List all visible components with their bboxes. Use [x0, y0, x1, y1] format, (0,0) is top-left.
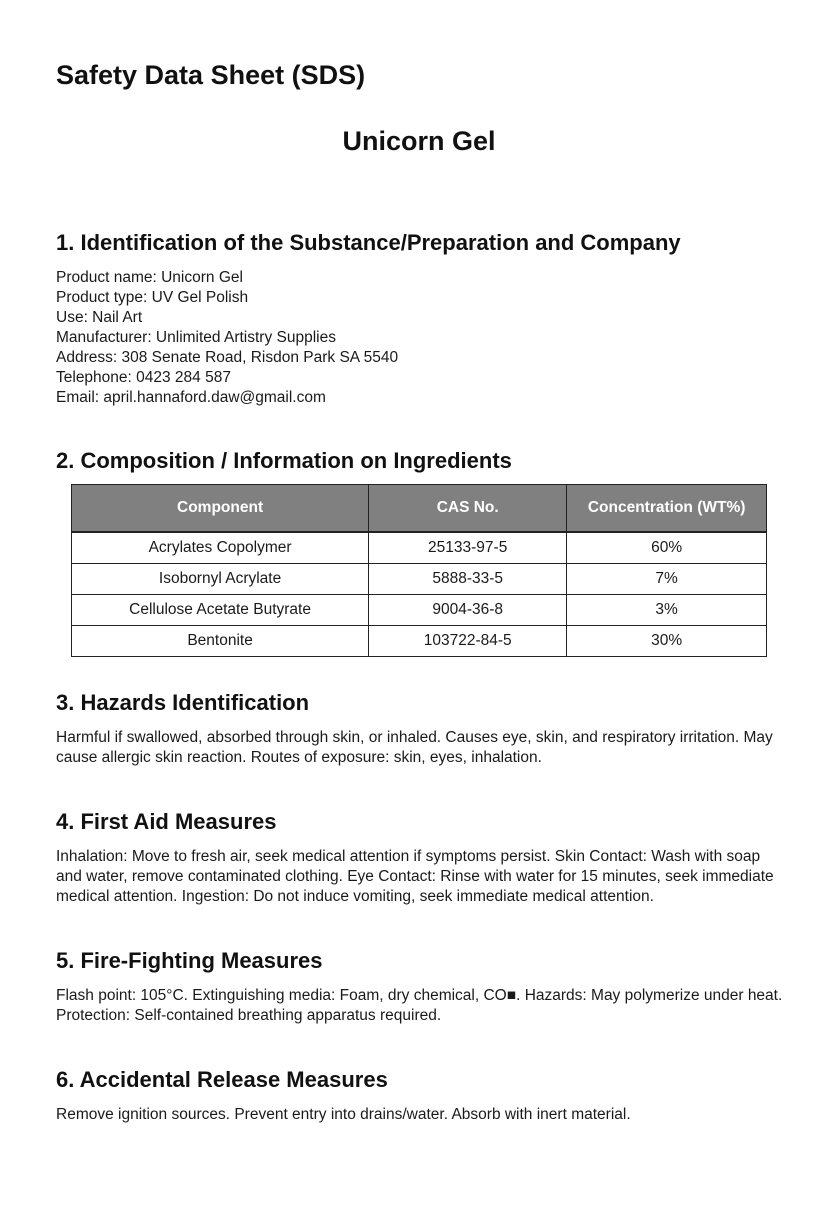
concentration-cell: 3% [567, 595, 767, 626]
concentration-cell: 7% [567, 564, 767, 595]
cas-cell: 9004-36-8 [369, 595, 567, 626]
column-header-concentration: Concentration (WT%) [567, 485, 767, 532]
hazards-text: Harmful if swallowed, absorbed through skin, or inhaled. Causes eye, skin, and respiratory irritation. May cause allergic skin reaction. Routes of exposure: skin, eyes, inhalation. [56, 729, 773, 766]
section-composition [56, 448, 786, 486]
component-cell: Isobornyl Acrylate [72, 564, 369, 595]
composition-table [71, 484, 767, 657]
section-hazards [56, 690, 786, 768]
section-first-aid [56, 809, 786, 907]
column-header-component: Component [72, 485, 369, 532]
component-cell: Acrylates Copolymer [72, 533, 369, 564]
section-heading: 6. Accidental Release Measures [56, 1067, 388, 1092]
section-accidental-release [56, 1067, 786, 1125]
telephone-line: Telephone: 0423 284 587 [56, 369, 231, 386]
first-aid-text: Inhalation: Move to fresh air, seek medical attention if symptoms persist. Skin Contact: Wash with soap and water, remove contaminated clothing. Eye Contact: Rinse with water for 15 minutes, seek immediate medical attention. Ingestion: Do not induce vomiting, seek immediate medical attention. [56, 848, 774, 905]
address-line: Address: 308 Senate Road, Risdon Park SA 5540 [56, 349, 399, 366]
table-row [72, 595, 767, 626]
section-identification [56, 230, 786, 408]
section-heading: 1. Identification of the Substance/Preparation and Company [56, 230, 681, 255]
section-heading: 3. Hazards Identification [56, 690, 310, 715]
section-heading: 5. Fire-Fighting Measures [56, 948, 323, 973]
cas-cell: 103722-84-5 [369, 626, 567, 657]
concentration-cell: 60% [567, 533, 767, 564]
table-header-row [72, 485, 767, 532]
section-fire-fighting [56, 948, 786, 1026]
cas-cell: 25133-97-5 [369, 533, 567, 564]
use-line: Use: Nail Art [56, 309, 143, 326]
section-heading: 2. Composition / Information on Ingredients [56, 448, 512, 473]
accidental-release-text: Remove ignition sources. Prevent entry into drains/water. Absorb with inert material. [56, 1106, 631, 1123]
component-cell: Bentonite [72, 626, 369, 657]
fire-fighting-text: Flash point: 105°C. Extinguishing media: Foam, dry chemical, CO■. Hazards: May polymerize under heat. Protection: Self-contained breathing apparatus required. [56, 987, 783, 1024]
product-title: Unicorn Gel [342, 126, 496, 156]
table-row [72, 564, 767, 595]
manufacturer-line: Manufacturer: Unlimited Artistry Supplies [56, 329, 336, 346]
identification-details [56, 268, 786, 408]
component-cell: Cellulose Acetate Butyrate [72, 595, 369, 626]
section-heading: 4. First Aid Measures [56, 809, 277, 834]
column-header-cas: CAS No. [369, 485, 567, 532]
table-row [72, 533, 767, 564]
cas-cell: 5888-33-5 [369, 564, 567, 595]
document-title: Safety Data Sheet (SDS) [56, 60, 366, 90]
email-line: Email: april.hannaford.daw@gmail.com [56, 389, 326, 406]
product-name-line: Product name: Unicorn Gel [56, 269, 243, 286]
concentration-cell: 30% [567, 626, 767, 657]
product-type-line: Product type: UV Gel Polish [56, 289, 249, 306]
table-row [72, 626, 767, 657]
